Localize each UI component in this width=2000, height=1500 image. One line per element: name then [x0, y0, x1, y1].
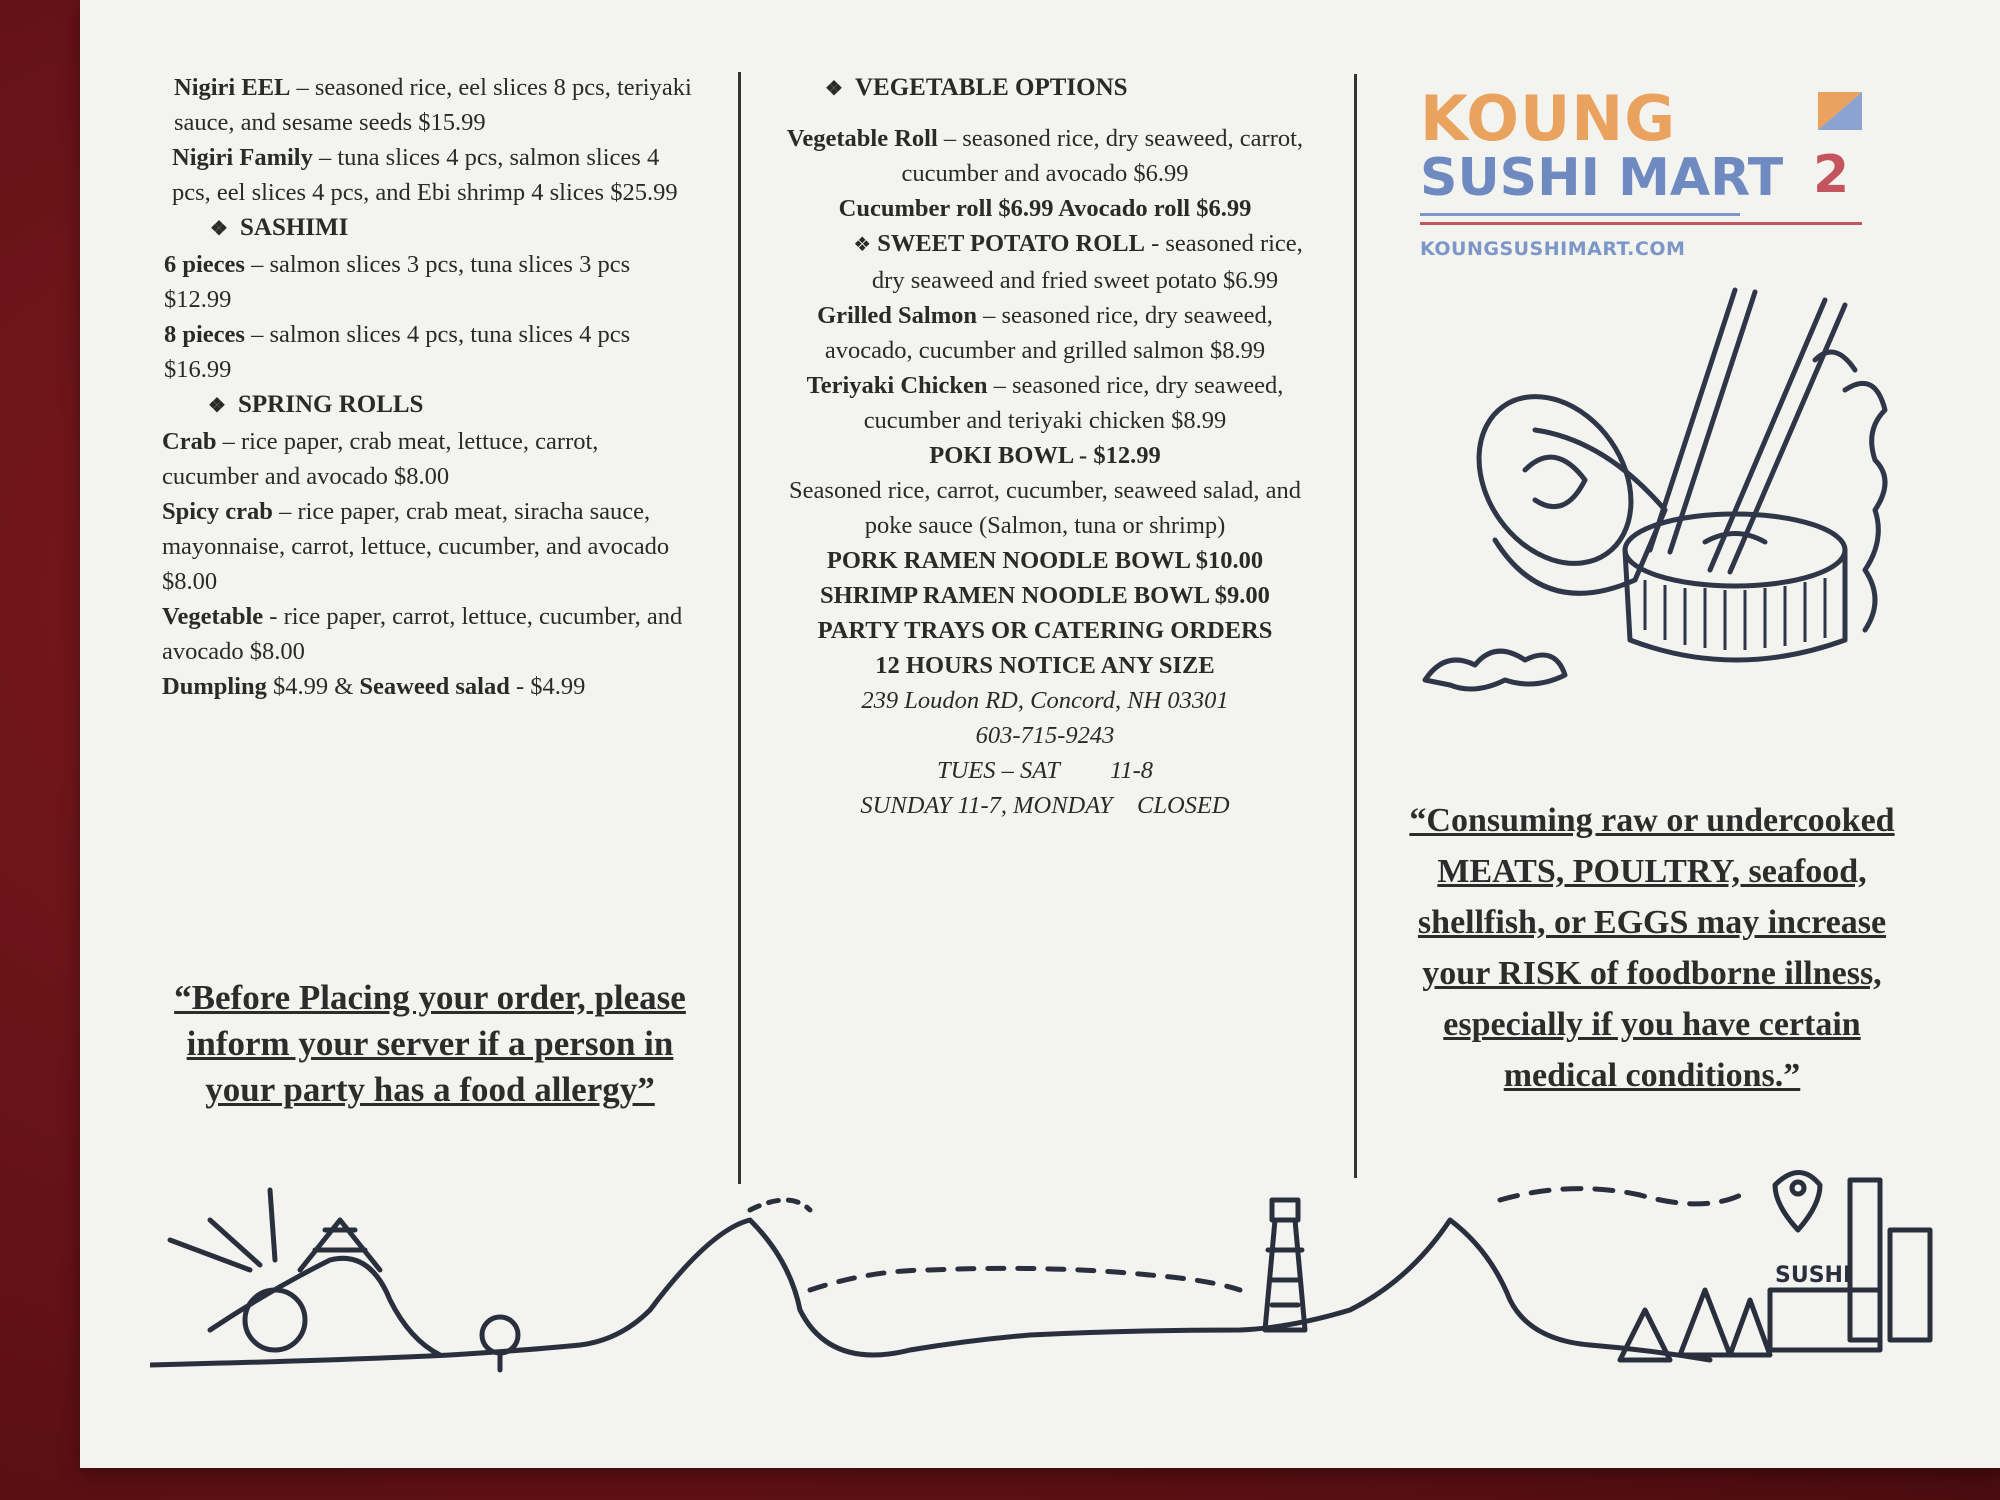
foodborne-illness-warning: “Consuming raw or undercooked MEATS, POULTRY, seafood, shellfish, or EGGS may increase your RISK of foodborne illness, especially if you have certain medical conditions.”	[1409, 802, 1895, 1094]
logo-url: KOUNGSUSHIMART.COM	[1420, 238, 1686, 260]
item-desc: – rice paper, crab meat, lettuce, carrot, cucumber and avocado $8.00	[162, 428, 599, 490]
item-desc: – salmon slices 3 pcs, tuna slices 3 pcs $12.99	[164, 251, 631, 313]
logo-rule-red	[1420, 222, 1862, 225]
diamond-bullet-icon: ❖	[210, 218, 228, 240]
landscape-sushi-sign: SUSHI	[1775, 1263, 1852, 1288]
item-name: Vegetable	[162, 603, 264, 630]
menu-item-cucumber-avocado: Cucumber roll $6.99 Avocado roll $6.99	[838, 195, 1252, 222]
menu-item	[160, 140, 700, 210]
menu-item	[160, 494, 700, 599]
item-desc: - rice paper, carrot, lettuce, cucumber, and avocado $8.00	[162, 603, 683, 665]
item-name: Crab	[162, 428, 217, 455]
item-name: Nigiri EEL	[174, 74, 291, 101]
poki-bowl-title: POKI BOWL - $12.99	[929, 442, 1161, 469]
shrimp-ramen: SHRIMP RAMEN NOODLE BOWL $9.00	[820, 582, 1270, 609]
item-name: Nigiri Family	[172, 144, 313, 171]
left-column	[160, 70, 700, 704]
diamond-bullet-icon: ❖	[853, 234, 872, 256]
item-name: 8 pieces	[164, 321, 245, 348]
menu-item: Grilled Salmon – seasoned rice, dry seaweed, avocado, cucumber and grilled salmon $8.99	[817, 302, 1273, 364]
column-divider-left	[738, 72, 741, 1184]
pork-ramen: PORK RAMEN NOODLE BOWL $10.00	[826, 547, 1264, 574]
address: 239 Loudon RD, Concord, NH 03301	[861, 687, 1229, 714]
menu-item: Teriyaki Chicken – seasoned rice, dry seaweed, cucumber and teriyaki chicken $8.99	[806, 372, 1284, 434]
item-desc: – salmon slices 4 pcs, tuna slices 4 pcs $16.99	[164, 321, 631, 383]
landscape-illustration	[150, 1170, 1970, 1380]
diamond-bullet-icon: ❖	[208, 395, 226, 417]
diamond-bullet-icon: ❖	[825, 78, 843, 100]
middle-column	[775, 70, 1315, 823]
menu-item	[160, 70, 700, 140]
logo-corner-square-icon	[1818, 92, 1862, 130]
menu-item	[160, 247, 700, 317]
logo-rule-blue	[1420, 213, 1740, 216]
hours-sunday-monday: SUNDAY 11-7, MONDAY CLOSED	[860, 792, 1230, 819]
item-name: Spicy crab	[162, 498, 273, 525]
phone: 603-715-9243	[975, 722, 1115, 749]
column-divider-right	[1354, 74, 1357, 1178]
menu-item	[160, 317, 700, 387]
logo-sushi-mart: SUSHI MART	[1420, 148, 1784, 208]
section-heading-sashimi: ❖ SASHIMI	[160, 210, 700, 247]
item-name: 6 pieces	[164, 251, 245, 278]
menu-item: Vegetable Roll – seasoned rice, dry seaweed, carrot, cucumber and avocado $6.99	[786, 125, 1304, 187]
item-desc: – seasoned rice, eel slices 8 pcs, teriyaki sauce, and sesame seeds $15.99	[174, 74, 692, 136]
logo-koung: KOUNG	[1420, 82, 1677, 155]
party-trays-line1: PARTY TRAYS OR CATERING ORDERS	[817, 617, 1273, 644]
logo-number: 2	[1813, 145, 1850, 205]
section-heading-vegetable: ❖ VEGETABLE OPTIONS	[775, 70, 1315, 107]
sushi-chopsticks-illustration	[1405, 280, 1905, 700]
menu-item	[160, 599, 700, 669]
menu-item	[160, 424, 700, 494]
item-desc: – tuna slices 4 pcs, salmon slices 4 pcs, eel slices 4 pcs, and Ebi shrimp 4 slices $25.99	[172, 144, 678, 206]
menu-item-sweet-potato: ❖ SWEET POTATO ROLL - seasoned rice, dry seaweed and fried sweet potato $6.99	[775, 226, 1315, 298]
section-heading-spring-rolls: ❖ SPRING ROLLS	[160, 387, 700, 424]
party-trays-line2: 12 HOURS NOTICE ANY SIZE	[875, 652, 1215, 679]
allergy-notice: “Before Placing your order, please inform your server if a person in your party has a food allergy”	[174, 978, 686, 1109]
hours-weekdays: TUES – SAT 11-8	[936, 757, 1154, 784]
menu-item-dumpling-seaweed: Dumpling $4.99 & Seaweed salad - $4.99	[162, 673, 586, 700]
item-desc: – rice paper, crab meat, siracha sauce, mayonnaise, carrot, lettuce, cucumber, and avocado $8.00	[162, 498, 670, 595]
poki-bowl-desc: Seasoned rice, carrot, cucumber, seaweed salad, and poke sauce (Salmon, tuna or shrimp)	[789, 477, 1301, 539]
